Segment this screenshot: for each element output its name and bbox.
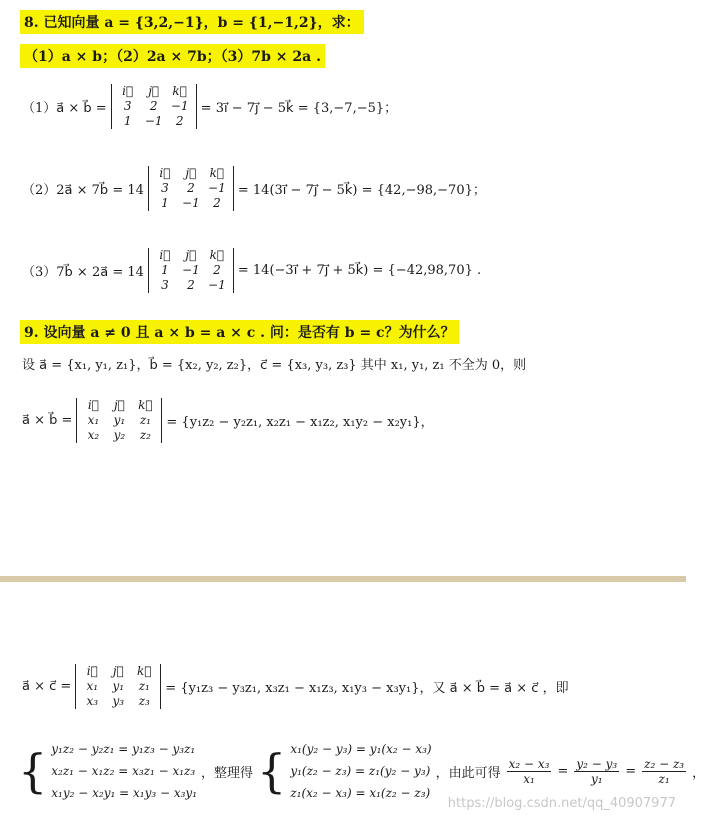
sol1-lhs: （1）a⃗ × b⃗ = [22, 101, 107, 116]
left-brace-2: { [257, 744, 287, 798]
mid-text: ，整理得 [201, 765, 254, 781]
axc-expression [22, 664, 569, 709]
watermark: https://blog.csdn.net/qq_40907977 [447, 796, 676, 811]
q8-parts: （1）a × b；（2）2a × 7b；（3）7b × 2a . [20, 44, 325, 68]
q8-title: 8. 已知向量 a = {3,2,−1}，b = {1,−1,2}，求： [20, 10, 364, 34]
axb-expression [22, 398, 434, 443]
sol2-lhs: （2）2a⃗ × 7b⃗ = 14 [22, 183, 144, 198]
system-2: x₁(y₂ − y₃) = y₁(x₂ − x₃) y₁(z₂ − z₃) = z₁(y₂ − y₃) z₁(x₂ − x₃) = x₁(z₂ − z₃) [290, 742, 432, 800]
solution-3 [22, 248, 481, 293]
conclusion-text: ，由此可得 [435, 765, 501, 781]
solution-2 [22, 166, 486, 211]
sol1-determinant: i⃗ j⃗ k⃗ 3 2 −1 1 −1 2 [111, 84, 197, 129]
sol3-lhs: （3）7b⃗ × 2a⃗ = 14 [22, 265, 144, 280]
fraction-y: $\frac{\text{y₂ − y₃}}{\text{y₁}}$ [576, 756, 618, 786]
sol1-rhs: = 3i⃗ − 7j⃗ − 5k⃗ = {3,−7,−5}； [200, 101, 398, 116]
axc-rhs: = {y₁z₃ − y₃z₁, x₃z₁ − x₁z₃, x₁y₃ − x₃y₁}，又 a⃗ × b⃗ = a⃗ × c⃗ ，即 [165, 681, 569, 696]
axb-lhs: a⃗ × b⃗ = [22, 413, 73, 428]
axc-lhs: a⃗ × c⃗ = [22, 679, 72, 694]
left-brace-1: { [18, 744, 48, 798]
axb-rhs: = {y₁z₂ − y₂z₁, x₂z₁ − x₁z₂, x₁y₂ − x₂y₁}， [166, 415, 434, 430]
solution-1 [22, 84, 397, 129]
system-1: y₁z₂ − y₂z₁ = y₁z₃ − y₃z₁ x₂z₁ − x₁z₂ = x₃z₁ − x₁z₃ x₁y₂ − x₂y₁ = x₁y₃ − x₃y₁ [51, 742, 198, 800]
axc-determinant: i⃗ j⃗ k⃗ x₁ y₁ z₁ x₃ y₃ z₃ [75, 664, 161, 709]
q9-setup: 设 a⃗ = {x₁, y₁, z₁}，b⃗ = {x₂, y₂, z₂}，c⃗ = {x₃, y₃, z₃} 其中 x₁, y₁, z₁ 不全为 0，则 [22, 358, 527, 373]
sol3-determinant: i⃗ j⃗ k⃗ 1 −1 2 3 2 −1 [148, 248, 234, 293]
sol3-rhs: = 14(−3i⃗ + 7j⃗ + 5k⃗) = {−42,98,70} . [237, 263, 482, 278]
sol2-determinant: i⃗ j⃗ k⃗ 3 2 −1 1 −1 2 [148, 166, 234, 211]
sol2-rhs: = 14(3i⃗ − 7j⃗ − 5k⃗) = {42,−98,−70}； [237, 183, 486, 198]
q9-title: 9. 设向量 a ≠ 0 且 a × b = a × c . 问：是否有 b = c？为什么？ [20, 320, 459, 344]
axb-determinant: i⃗ j⃗ k⃗ x₁ y₁ z₁ x₂ y₂ z₂ [76, 398, 162, 443]
fraction-z: $\frac{\text{z₂ − z₃}}{\text{z₁}}$ [644, 756, 685, 786]
fraction-x: $\frac{\text{x₂ − x₃}}{\text{x₁}}$ [508, 756, 550, 786]
page-divider [0, 576, 686, 582]
systems-row: { y₁z₂ − y₂z₁ = y₁z₃ − y₃z₁ x₂z₁ − x₁z₂ = x₃z₁ − x₁z₃ x₁y₂ − x₂y₁ = x₁y₃ − x₃y₁ ，整理得 { x₁(y₂ − y₃) = y₁(x₂ − x₃) y₁(z₂ − z₃) = z₁(y₂ − y₃) z₁(x₂ − x₃) = x₁(z₂ − z₃) ，由此可得 $\frac{\text{x₂ − x₃}}{\text{x₁}}$ = $\frac{\text{y₂ − y₃}}{\text{y₁}}$ = $\frac{\text{z₂ − z₃}}{\text{z₁}}$ ， [18, 738, 705, 804]
